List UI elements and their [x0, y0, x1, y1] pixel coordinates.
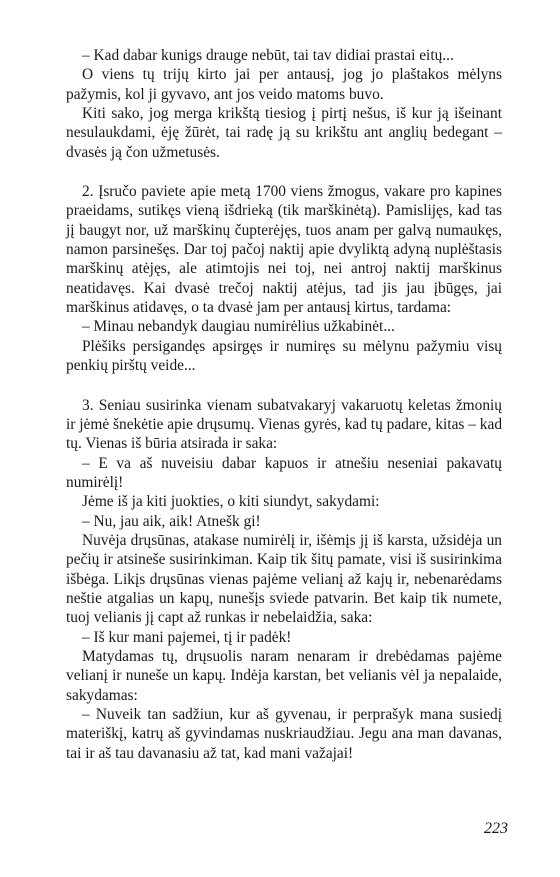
page-number: 223: [484, 820, 508, 837]
paragraph: – Kad dabar kunigs drauge nebūt, tai tav didiai prastai eitų...: [82, 47, 454, 64]
paragraph: – Minau nebandyk daugiau numirėlius užkabinėt...: [82, 318, 395, 336]
paragraph: – Nuveik tan sadžiun, kur aš gyvenau, ir perprašyk mana susiedį materiškį, katrų aš gyvindamas nuskriaudžiau. Jegu ana man davanas, tai ir aš tau davanasiu až tat, kad mani važajai!: [66, 706, 502, 762]
paragraph: – Iš kur mani pajemei, tį ir padėk!: [82, 628, 292, 646]
paragraph: Matydamas tų, drųsuolis naram nenaram ir drebėdamas pajėme velianį ir nuneše un kapų. Indėja karstan, bet velianis vėl ja nepalaide, sakydamas:: [66, 647, 502, 704]
paragraph: Jėme iš ja kiti juokties, o kiti siundyt, sakydami:: [82, 493, 380, 511]
page-text: [66, 46, 502, 763]
paragraph: Kiti sako, jog merga krikštą tiesiog į pirtį nešus, iš kur ją išeinant nesulaukdami, ėję žūrėt, tai radę ją su krikštu ant anglių bedegant – dvasės ją čon užmetusės.: [66, 105, 502, 161]
paragraph: – Nu, jau aik, aik! Atnešk gi!: [82, 512, 261, 530]
paragraph: Nuvėja drųsūnas, atakase numirėlį ir, išėmįs jį iš karsta, užsidėja un pečių ir atsineše susirinkiman. Kaip tik šitų pamate, visi iš susirinkima išbėga. Likįs drųsūnas vienas pajėme velianį až kajų ir, nebenarėdams neštie atgalias un kapų, nunešįs sviede patvarin. Bet kaip tik numete, tuoj velianis jį capt až runkas ir nebelaidžia, saka:: [66, 531, 502, 627]
paragraph: O viens tų trijų kirto jai per antausį, jog jo plaštakos mėlyns pažymis, kol ji gyvavo, ant jos veido matoms buvo.: [66, 66, 502, 103]
section-divider: [66, 162, 502, 182]
section-divider: [66, 376, 502, 396]
paragraph: Plėšiks persigandęs apsirgęs ir numiręs su mėlynu pažymiu visų penkių pirštų veide...: [66, 337, 502, 375]
paragraph: 3. Seniau susirinka vienam subatvakaryj vakaruotų keletas žmonių ir jėmė šnekėtie apie drųsumų. Vienas gyrės, kad tų padare, kitas – kad tų. Vienas iš būria atsirada ir saka:: [66, 396, 503, 453]
paragraph: 2. Įsručo paviete apie metą 1700 viens žmogus, vakare pro kapines praeidams, sutikęs vieną išdrieką (tik marškinėtą). Pamislijęs, kad tas jį baugyt nor, už marškinų čupterėjęs, tuos anam per galvą numaukęs, namon parsinešęs. Dar toj pačoj naktij apie dvyliktą adyną nuplėštasis marškinų atėjęs, ale atimtojis nei toj, nei antroj naktij marškinus neatidavęs. Kai dvasė trečoj naktij atėjus, tad jis jau įbūgęs, jai marškinus atidavęs, o ta dvasė jam per antausį kirtus, tardama:: [66, 183, 502, 317]
paragraph: – E va aš nuveisiu dabar kapuos ir atnešiu neseniai pakavatų numirėlį!: [66, 454, 502, 491]
